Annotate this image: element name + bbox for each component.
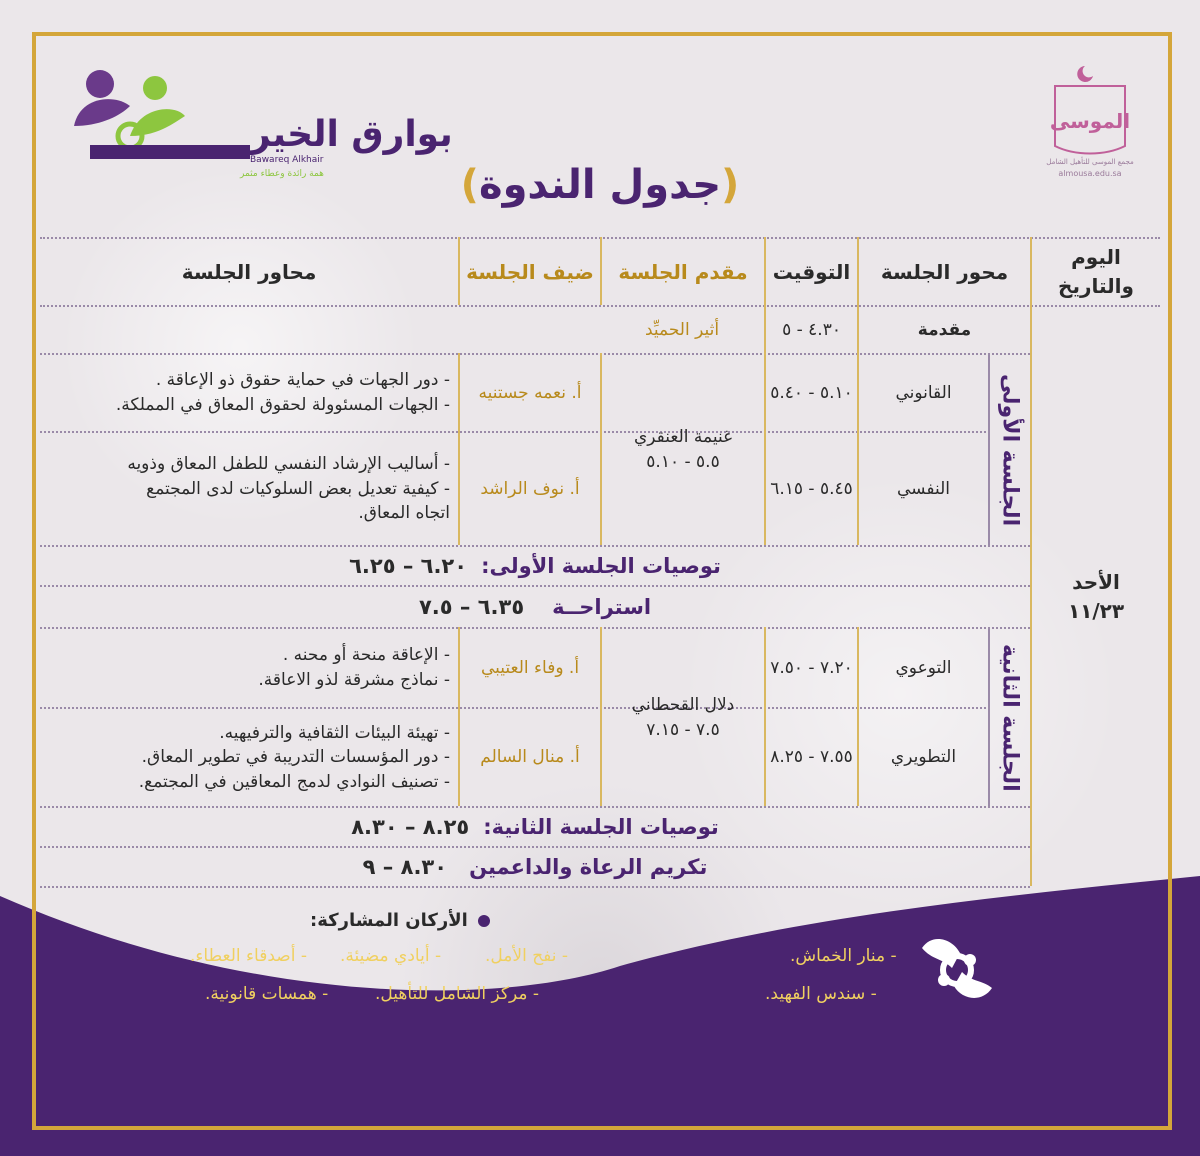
bullet-icon xyxy=(478,915,490,927)
participant-item: - منار الخماش. xyxy=(790,946,897,966)
s1-row1-guest: أ. نعمه جستنيه xyxy=(478,382,582,403)
s2-row2-topics xyxy=(40,709,458,806)
honor-bottom xyxy=(40,886,1030,888)
s1-presenter: غنيمة العنقري xyxy=(634,427,733,448)
header-day-date: اليوم والتاريخ xyxy=(1058,245,1134,298)
session1-label: الجلسة الأولى xyxy=(997,373,1023,527)
s2-row2-time: ٧.٥٥ - ٨.٢٥ xyxy=(770,747,853,768)
intro-time: ٤.٣٠ - ٥ xyxy=(782,319,841,340)
day-cell xyxy=(1032,307,1160,886)
s1-row2-time: ٥.٤٥ - ٦.١٥ xyxy=(770,478,853,499)
page-title: (جدول الندوة) xyxy=(460,162,740,208)
break-row: استراحــة ٦.٣٥ – ٧.٥ xyxy=(418,595,652,619)
logo-right-url: almousa.edu.sa xyxy=(1058,169,1122,178)
s1-presenter-cell xyxy=(602,355,764,545)
s1-row1-axis: القانوني xyxy=(895,382,952,403)
intro-axis: مقدمة xyxy=(917,319,972,340)
s1-row2-axis: النفسي xyxy=(897,478,950,499)
honoring-row: تكريم الرعاة والداعمين ٨.٣٠ – ٩ xyxy=(362,855,708,879)
participant-item: - سندس الفهيد. xyxy=(765,984,877,1004)
logo-left-name: بوارق الخير xyxy=(250,114,453,155)
participant-item: - أيادي مضيئة. xyxy=(340,946,442,966)
header-presenter: مقدم الجلسة xyxy=(618,259,748,284)
s2-row1-guest: أ. وفاء العتيبي xyxy=(480,657,580,678)
topic-line: - الجهات المسئوولة لحقوق المعاق في المملكة. xyxy=(115,395,450,415)
topic-line: - تهيئة البيئات الثقافية والترفيهيه. xyxy=(219,722,450,743)
topic-line: - أساليب الإرشاد النفسي للطفل المعاق وذويه xyxy=(127,454,450,475)
logo-left-slogan: همة رائدة وعطاء مثمر xyxy=(240,169,324,179)
topic-line: - الإعاقة منحة أو محنه . xyxy=(282,645,450,666)
topic-line: - دور الجهات في حماية حقوق ذو الإعاقة . xyxy=(155,370,450,391)
header-session-axis: محور الجلسة xyxy=(880,259,1009,284)
s2-row1-time: ٧.٢٠ - ٧.٥٠ xyxy=(770,657,853,678)
s2-presenter-time: ٧.٥ - ٧.١٥ xyxy=(646,719,720,740)
logo-right-subtitle: مجمع الموسى للتأهيل الشامل xyxy=(1046,158,1134,166)
topic-line: - كيفية تعديل بعض السلوكيات لدى المجتمع xyxy=(146,478,450,499)
participants-title: الأركان المشاركة: xyxy=(310,910,490,931)
s2-presenter-cell xyxy=(602,629,764,806)
s1-row1-time: ٥.١٠ - ٥.٤٠ xyxy=(770,382,853,403)
day-date: ١١/٢٣ xyxy=(1067,598,1125,623)
s2-row1-topics xyxy=(40,629,458,707)
sign-language-hands-icon xyxy=(912,928,1002,1013)
participant-item: - همسات قانونية. xyxy=(205,984,329,1004)
s2-presenter: دلال القحطاني xyxy=(631,694,735,715)
s1-row2-topics xyxy=(40,433,458,545)
topic-line: - تصنيف النوادي لدمج المعاقين في المجتمع. xyxy=(138,771,450,792)
participant-item: - مركز الشامل للتأهيل. xyxy=(375,984,540,1004)
logo-right-name: الموسى xyxy=(1049,109,1131,133)
header-topics: محاور الجلسة xyxy=(181,259,317,284)
day-name: الأحد xyxy=(1072,569,1120,594)
intro-presenter: أثير الحميِّد xyxy=(644,319,720,340)
session1-recommendations: توصيات الجلسة الأولى: ٦.٢٠ – ٦.٢٥ xyxy=(349,554,721,578)
s1-presenter-time: ٥.٥ - ٥.١٠ xyxy=(646,452,720,472)
topic-line: اتجاه المعاق. xyxy=(358,503,450,524)
session2-label: الجلسة الثانية xyxy=(997,643,1023,792)
s2-row2-axis: التطويري xyxy=(890,747,957,768)
topic-line: - نماذج مشرقة لذو الاعاقة. xyxy=(258,670,450,690)
topic-line: - دور المؤسسات التدريبة في تطوير المعاق. xyxy=(141,747,450,768)
session2-recommendations: توصيات الجلسة الثانية: ٨.٢٥ – ٨.٣٠ xyxy=(351,815,719,839)
header-guest: ضيف الجلسة xyxy=(466,259,594,284)
s2-row1-axis: التوعوي xyxy=(895,657,952,678)
participant-item: - نفح الأمل. xyxy=(485,946,569,966)
s1-row1-topics xyxy=(40,355,458,431)
s1-row2-guest: أ. نوف الراشد xyxy=(480,478,580,499)
participant-item: - أصدقاء العطاء. xyxy=(190,946,307,966)
logo-left-latin: Bawareq Alkhair xyxy=(250,155,324,165)
s2-row2-guest: أ. منال السالم xyxy=(480,747,580,768)
header-timing: التوقيت xyxy=(772,259,851,284)
